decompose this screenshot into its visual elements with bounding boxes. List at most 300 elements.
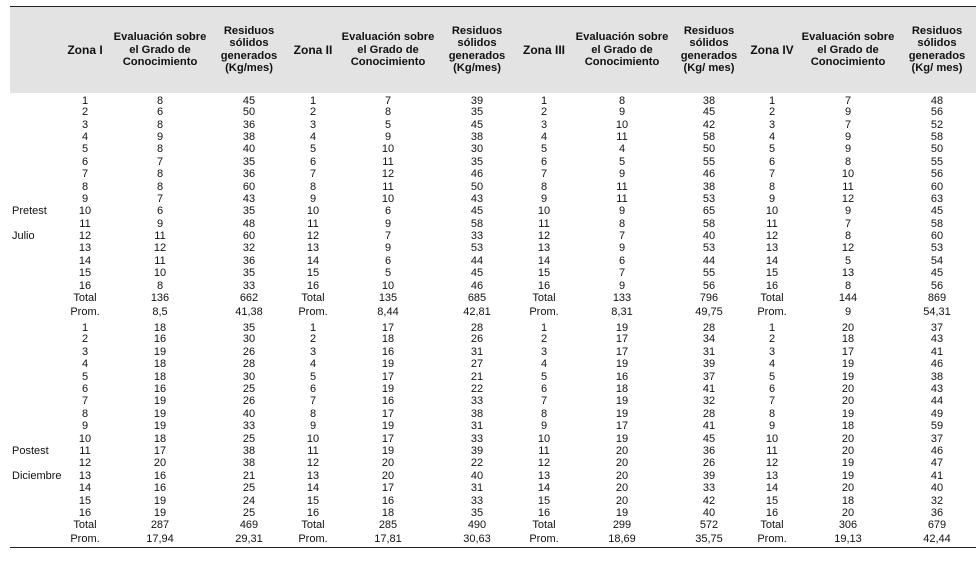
table-row [10,482,976,494]
knowledge-score: 19 [841,457,855,470]
knowledge-score: 17 [381,482,395,495]
knowledge-score: 17 [615,333,629,346]
empty-cell [10,119,60,131]
prom-row [10,532,976,548]
empty-cell [10,168,60,180]
waste-kg: 24 [242,494,256,507]
student-number: 1 [309,321,317,334]
knowledge-score: 12 [153,242,167,255]
waste-kg: 60 [242,230,256,243]
waste-kg: 45 [470,118,484,131]
waste-kg: 53 [930,242,944,255]
knowledge-score: 5 [384,118,392,131]
student-number: 8 [768,407,776,420]
knowledge-score: 8 [156,143,164,156]
knowledge-score: 19 [381,444,395,457]
total-waste: 869 [927,292,947,305]
waste-kg: 50 [702,143,716,156]
knowledge-score: 16 [381,494,395,507]
knowledge-score: 20 [841,482,855,495]
student-number: 7 [309,168,317,181]
knowledge-score: 18 [841,494,855,507]
waste-kg: 35 [242,267,256,280]
waste-kg: 37 [930,321,944,334]
knowledge-score: 12 [381,168,395,181]
header-zone-4-waste: Residuos sólidos generados (Kg/ mes) [898,7,976,93]
student-number: 14 [765,482,779,495]
waste-kg: 38 [242,130,256,143]
waste-kg: 28 [470,321,484,334]
knowledge-score: 16 [381,395,395,408]
knowledge-score: 10 [381,143,395,156]
waste-kg: 38 [930,370,944,383]
student-number: 15 [306,494,320,507]
waste-kg: 39 [702,358,716,371]
knowledge-score: 19 [841,358,855,371]
total-label: Total [532,292,556,305]
empty-cell [10,320,60,334]
waste-kg: 43 [470,192,484,205]
waste-kg: 46 [470,168,484,181]
empty-cell [10,433,60,445]
student-number: 6 [309,155,317,168]
student-number: 5 [309,143,317,156]
knowledge-score: 11 [154,230,166,243]
table-row [10,334,976,346]
waste-kg: 53 [702,192,716,205]
knowledge-score: 8 [844,279,852,292]
knowledge-score: 11 [616,130,628,143]
student-number: 9 [309,420,317,433]
student-number: 12 [78,457,92,470]
student-number: 6 [540,383,548,395]
total-waste: 490 [467,519,487,532]
prom-waste: 54,31 [923,305,951,318]
empty-cell [10,243,60,255]
table-row [10,280,976,292]
table-row [10,218,976,230]
student-number: 10 [306,432,320,445]
waste-kg: 45 [702,106,716,119]
knowledge-score: 19 [615,358,629,371]
knowledge-score: 18 [381,333,395,346]
waste-kg: 27 [470,358,484,371]
waste-kg: 30 [470,143,484,156]
knowledge-score: 16 [381,345,395,358]
empty-cell [10,107,60,119]
knowledge-score: 7 [618,267,626,280]
student-number: 2 [309,106,317,119]
student-number: 3 [81,345,89,358]
waste-kg: 41 [930,345,944,358]
knowledge-score: 7 [384,94,392,107]
waste-kg: 25 [242,432,256,445]
student-number: 5 [81,143,89,156]
table-row [10,181,976,193]
waste-kg: 35 [242,155,256,168]
waste-kg: 32 [702,395,716,408]
student-number: 9 [768,192,776,205]
knowledge-score: 19 [615,432,629,445]
knowledge-score: 19 [153,420,167,433]
waste-kg: 38 [702,94,716,107]
knowledge-score: 11 [616,192,628,205]
knowledge-score: 7 [156,155,164,168]
knowledge-score: 6 [156,106,164,119]
total-waste: 796 [699,292,719,305]
header-zone-1-waste: Residuos sólidos generados (Kg/mes) [210,7,288,93]
waste-kg: 46 [930,358,944,371]
knowledge-score: 18 [153,370,167,383]
knowledge-score: 9 [844,106,852,119]
empty-cell [10,420,60,432]
table-row [10,119,976,131]
knowledge-score: 9 [844,130,852,143]
student-number: 6 [768,155,776,168]
waste-kg: 47 [930,457,944,470]
student-number: 12 [306,457,320,470]
table-row [10,268,976,280]
student-number: 1 [81,94,89,107]
knowledge-score: 20 [841,506,855,519]
waste-kg: 25 [242,482,256,495]
student-number: 6 [309,383,317,395]
knowledge-score: 8 [618,217,626,230]
knowledge-score: 9 [384,217,392,230]
student-number: 13 [765,469,779,482]
section-label: Postest [12,444,49,457]
table-row [10,433,976,445]
knowledge-score: 19 [615,506,629,519]
knowledge-score: 7 [844,118,852,131]
student-number: 13 [537,242,551,255]
student-number: 13 [306,469,320,482]
student-number: 9 [768,420,776,433]
knowledge-score: 18 [615,383,629,395]
student-number: 1 [309,94,317,107]
knowledge-score: 9 [844,205,852,218]
student-number: 15 [306,267,320,280]
total-label: Total [532,519,556,532]
student-number: 1 [768,94,776,107]
knowledge-score: 10 [153,267,167,280]
prom-label: Prom. [60,532,110,548]
student-number: 3 [540,118,548,131]
waste-kg: 31 [470,345,484,358]
student-number: 8 [768,180,776,193]
knowledge-score: 20 [153,457,167,470]
section-label: Pretest [12,205,47,218]
header-zone-2-knowledge: Evaluación sobre el Grado de Conocimiento [338,7,438,93]
knowledge-score: 9 [618,168,626,181]
total-row [10,520,976,532]
header-zone-3: Zona III [516,7,572,93]
student-number: 4 [309,358,317,371]
prom-waste: 30,63 [438,532,516,548]
waste-kg: 56 [930,168,944,181]
waste-kg: 58 [702,217,716,230]
total-waste: 662 [239,292,259,305]
student-number: 1 [768,321,776,334]
waste-kg: 46 [930,444,944,457]
table-row [10,445,976,457]
waste-kg: 60 [930,230,944,243]
knowledge-score: 6 [618,254,626,267]
empty-cell [10,131,60,143]
waste-kg: 40 [242,407,256,420]
student-number: 1 [540,94,548,107]
student-number: 8 [309,407,317,420]
knowledge-score: 19 [381,383,395,395]
waste-kg: 26 [702,457,716,470]
header-zone-4: Zona IV [746,7,798,93]
knowledge-score: 9 [618,205,626,218]
student-number: 16 [765,506,779,519]
student-number: 12 [537,230,551,243]
table-row [10,206,976,218]
student-number: 5 [540,143,548,156]
waste-kg: 42 [702,494,716,507]
knowledge-score: 19 [153,494,167,507]
prom-waste: 42,81 [463,305,491,318]
knowledge-score: 9 [618,279,626,292]
knowledge-score: 9 [384,130,392,143]
waste-kg: 56 [930,106,944,119]
waste-kg: 38 [702,180,716,193]
prom-knowledge: 9 [844,305,852,318]
student-number: 12 [765,230,779,243]
student-number: 14 [306,254,320,267]
knowledge-score: 17 [381,321,395,334]
waste-kg: 30 [242,370,256,383]
prom-waste: 41,38 [235,305,263,318]
student-number: 9 [540,192,548,205]
knowledge-score: 19 [153,407,167,420]
total-knowledge: 299 [612,519,632,532]
knowledge-score: 7 [156,192,164,205]
waste-kg: 59 [930,420,944,433]
student-number: 4 [540,358,548,371]
results-table [10,6,976,548]
prom-knowledge: 8,5 [152,305,168,318]
waste-kg: 30 [242,333,256,346]
knowledge-score: 16 [615,370,629,383]
knowledge-score: 8 [844,155,852,168]
waste-kg: 48 [242,217,256,230]
knowledge-score: 9 [384,242,392,255]
waste-kg: 36 [242,118,256,131]
knowledge-score: 9 [844,143,852,156]
prom-knowledge: 17,94 [110,532,210,548]
waste-kg: 35 [470,155,484,168]
student-number: 7 [309,395,317,408]
empty-cell [10,280,60,292]
waste-kg: 45 [242,94,256,107]
waste-kg: 63 [930,192,944,205]
waste-kg: 55 [702,267,716,280]
knowledge-score: 20 [615,469,629,482]
waste-kg: 39 [470,94,484,107]
waste-kg: 35 [470,506,484,519]
knowledge-score: 10 [381,192,395,205]
knowledge-score: 20 [615,444,629,457]
knowledge-score: 8 [156,94,164,107]
waste-kg: 33 [470,494,484,507]
knowledge-score: 17 [381,432,395,445]
knowledge-score: 6 [156,205,164,218]
waste-kg: 50 [242,106,256,119]
header-zone-2: Zona II [288,7,338,93]
total-knowledge: 133 [612,292,632,305]
student-number: 1 [540,321,548,334]
table-row [10,243,976,255]
knowledge-score: 12 [841,192,855,205]
waste-kg: 40 [470,469,484,482]
student-number: 16 [765,279,779,292]
empty-cell [10,482,60,494]
waste-kg: 26 [242,345,256,358]
empty-cell [10,268,60,280]
prom-knowledge: 17,81 [338,532,438,548]
table-row [10,156,976,168]
prom-waste: 42,44 [898,532,976,548]
waste-kg: 41 [702,383,716,395]
waste-kg: 43 [930,333,944,346]
student-number: 3 [540,345,548,358]
student-number: 3 [81,118,89,131]
total-row [10,292,976,304]
table-row [10,168,976,180]
knowledge-score: 11 [842,180,854,193]
waste-kg: 38 [470,407,484,420]
waste-kg: 37 [702,370,716,383]
student-number: 6 [81,155,89,168]
waste-kg: 36 [930,506,944,519]
student-number: 10 [78,432,92,445]
student-number: 6 [768,383,776,395]
knowledge-score: 20 [381,469,395,482]
student-number: 15 [765,267,779,280]
student-number: 11 [307,217,319,230]
waste-kg: 46 [470,279,484,292]
table-row [10,131,976,143]
prom-knowledge: 18,69 [572,532,672,548]
student-number: 14 [537,254,551,267]
knowledge-score: 9 [618,242,626,255]
waste-kg: 52 [930,118,944,131]
waste-kg: 53 [470,242,484,255]
waste-kg: 39 [470,444,484,457]
total-waste: 469 [239,519,259,532]
knowledge-score: 16 [153,333,167,346]
prom-label: Prom. [288,532,338,548]
knowledge-score: 6 [384,254,392,267]
waste-kg: 28 [702,407,716,420]
student-number: 13 [537,469,551,482]
waste-kg: 54 [930,254,944,267]
waste-kg: 32 [242,242,256,255]
table-row [10,193,976,205]
table-row [10,359,976,371]
waste-kg: 45 [470,205,484,218]
student-number: 11 [307,444,319,457]
student-number: 13 [765,242,779,255]
knowledge-score: 11 [382,180,394,193]
table-row [10,230,976,242]
knowledge-score: 17 [381,407,395,420]
header-zone-1: Zona I [60,7,110,93]
knowledge-score: 18 [153,432,167,445]
prom-label: Prom. [529,305,559,318]
empty-cell [10,532,60,548]
empty-cell [10,458,60,470]
waste-kg: 45 [930,205,944,218]
prom-waste: 29,31 [210,532,288,548]
knowledge-score: 18 [841,333,855,346]
table-row [10,255,976,267]
waste-kg: 65 [702,205,716,218]
knowledge-score: 5 [618,155,626,168]
student-number: 8 [540,407,548,420]
empty-cell [10,383,60,395]
student-number: 2 [309,333,317,346]
total-waste: 685 [467,292,487,305]
knowledge-score: 10 [841,168,855,181]
prom-label: Prom. [746,532,798,548]
student-number: 11 [79,444,91,457]
section-period: Julio [12,230,35,243]
knowledge-score: 19 [615,407,629,420]
knowledge-score: 8 [156,180,164,193]
prom-label: Prom. [70,305,100,318]
waste-kg: 58 [930,217,944,230]
waste-kg: 44 [470,254,484,267]
waste-kg: 26 [470,333,484,346]
student-number: 5 [768,143,776,156]
student-number: 12 [537,457,551,470]
student-number: 7 [81,168,89,181]
prom-label: Prom. [516,532,572,548]
header-zone-2-waste: Residuos sólidos generados (Kg/mes) [438,7,516,93]
student-number: 10 [78,205,92,218]
student-number: 2 [540,106,548,119]
knowledge-score: 17 [153,444,167,457]
knowledge-score: 20 [615,457,629,470]
empty-cell [10,144,60,156]
knowledge-score: 17 [381,370,395,383]
table-row [10,144,976,156]
waste-kg: 21 [470,370,484,383]
total-label: Total [73,292,97,305]
table-row [10,346,976,358]
waste-kg: 31 [470,420,484,433]
knowledge-score: 5 [844,254,852,267]
waste-kg: 56 [930,279,944,292]
knowledge-score: 19 [153,395,167,408]
waste-kg: 42 [702,118,716,131]
table-row [10,495,976,507]
knowledge-score: 19 [615,395,629,408]
empty-cell [10,408,60,420]
total-knowledge: 135 [378,292,398,305]
knowledge-score: 11 [382,155,394,168]
table-row [10,107,976,119]
empty-cell [10,193,60,205]
header-zone-4-knowledge: Evaluación sobre el Grado de Conocimiento [798,7,898,93]
knowledge-score: 18 [381,506,395,519]
knowledge-score: 9 [156,217,164,230]
waste-kg: 38 [242,457,256,470]
